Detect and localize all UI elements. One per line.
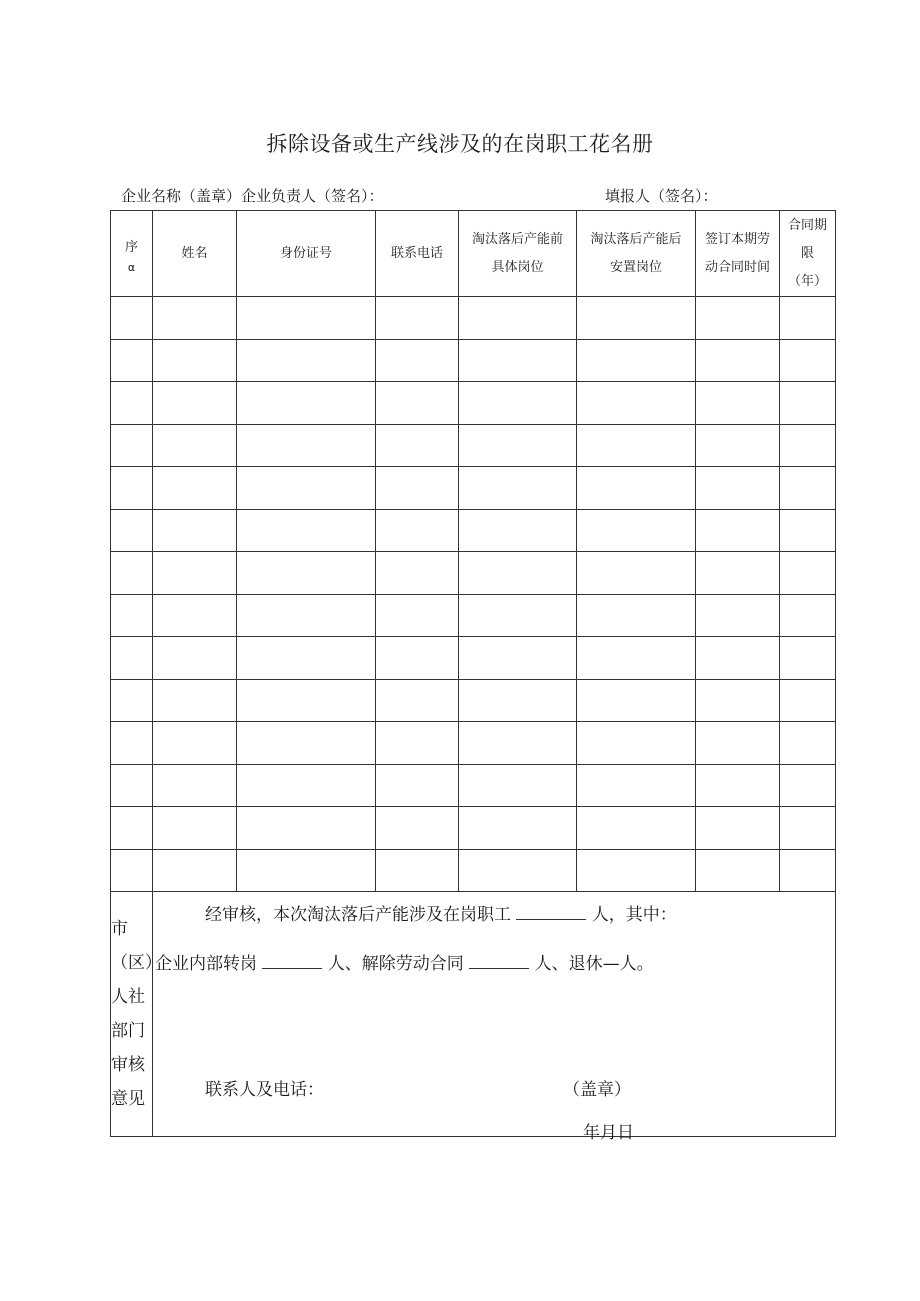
table-cell[interactable] xyxy=(153,424,237,467)
table-cell[interactable] xyxy=(459,552,577,595)
table-cell[interactable] xyxy=(577,467,696,510)
table-row xyxy=(111,637,836,680)
table-cell[interactable] xyxy=(237,722,376,765)
table-cell[interactable] xyxy=(459,807,577,850)
table-cell[interactable] xyxy=(153,594,237,637)
termination-count-field[interactable] xyxy=(469,952,529,969)
table-cell[interactable] xyxy=(376,764,459,807)
table-cell[interactable] xyxy=(376,594,459,637)
review-line-2: 企业内部转岗 人、解除劳动合同 人、退休—人。 xyxy=(155,954,654,974)
table-row xyxy=(111,382,836,425)
document-title: 拆除设备或生产线涉及的在岗职工花名册 xyxy=(266,132,654,156)
review-label: 市（区）人社 部门审核意见 xyxy=(111,892,153,1137)
table-cell[interactable] xyxy=(376,339,459,382)
header-seq: 序 α xyxy=(111,211,153,297)
table-row xyxy=(111,679,836,722)
table-cell[interactable] xyxy=(111,807,153,850)
table-cell[interactable] xyxy=(237,424,376,467)
table-cell[interactable] xyxy=(780,849,836,892)
table-row xyxy=(111,722,836,765)
table-cell[interactable] xyxy=(153,637,237,680)
header-name: 姓名 xyxy=(153,211,237,297)
table-cell[interactable] xyxy=(577,807,696,850)
table-row xyxy=(111,807,836,850)
table-cell[interactable] xyxy=(780,552,836,595)
table-cell[interactable] xyxy=(696,339,780,382)
table-cell[interactable] xyxy=(696,297,780,340)
seal-label: （盖章） xyxy=(563,1080,631,1100)
table-cell[interactable] xyxy=(780,382,836,425)
table-cell[interactable] xyxy=(111,339,153,382)
table-cell[interactable] xyxy=(237,764,376,807)
table-cell[interactable] xyxy=(577,764,696,807)
table-cell[interactable] xyxy=(237,297,376,340)
table-cell[interactable] xyxy=(780,722,836,765)
table-cell[interactable] xyxy=(577,509,696,552)
table-cell[interactable] xyxy=(111,552,153,595)
table-cell[interactable] xyxy=(237,807,376,850)
table-cell[interactable] xyxy=(577,297,696,340)
table-cell[interactable] xyxy=(237,637,376,680)
table-cell[interactable] xyxy=(376,467,459,510)
table-cell[interactable] xyxy=(459,679,577,722)
table-cell[interactable] xyxy=(237,679,376,722)
table-row xyxy=(111,339,836,382)
table-cell[interactable] xyxy=(577,594,696,637)
table-cell[interactable] xyxy=(459,339,577,382)
table-cell[interactable] xyxy=(696,467,780,510)
table-cell[interactable] xyxy=(153,467,237,510)
table-cell[interactable] xyxy=(577,424,696,467)
table-cell[interactable] xyxy=(696,849,780,892)
table-cell[interactable] xyxy=(696,424,780,467)
roster-table xyxy=(110,210,836,1143)
table-cell[interactable] xyxy=(577,679,696,722)
table-cell[interactable] xyxy=(696,594,780,637)
table-cell[interactable] xyxy=(111,509,153,552)
table-cell[interactable] xyxy=(111,849,153,892)
review-row xyxy=(111,892,836,1137)
table-cell[interactable] xyxy=(153,679,237,722)
table-cell[interactable] xyxy=(780,424,836,467)
table-row xyxy=(111,764,836,807)
table-cell[interactable] xyxy=(780,339,836,382)
table-cell[interactable] xyxy=(153,552,237,595)
table-cell[interactable] xyxy=(376,849,459,892)
table-cell[interactable] xyxy=(237,594,376,637)
header-id-number: 身份证号 xyxy=(237,211,376,297)
table-cell[interactable] xyxy=(111,764,153,807)
table-cell[interactable] xyxy=(577,849,696,892)
table-row xyxy=(111,297,836,340)
table-cell[interactable] xyxy=(111,382,153,425)
table-cell[interactable] xyxy=(459,382,577,425)
table-cell[interactable] xyxy=(376,382,459,425)
table-cell[interactable] xyxy=(780,637,836,680)
table-cell[interactable] xyxy=(237,467,376,510)
table-cell[interactable] xyxy=(696,764,780,807)
table-cell[interactable] xyxy=(153,382,237,425)
table-cell[interactable] xyxy=(111,297,153,340)
table-cell[interactable] xyxy=(696,552,780,595)
table-cell[interactable] xyxy=(153,849,237,892)
table-cell[interactable] xyxy=(376,807,459,850)
table-cell[interactable] xyxy=(780,807,836,850)
table-cell[interactable] xyxy=(577,722,696,765)
table-cell[interactable] xyxy=(459,297,577,340)
transfer-count-field[interactable] xyxy=(262,952,322,969)
table-cell[interactable] xyxy=(780,467,836,510)
table-cell[interactable] xyxy=(780,764,836,807)
table-cell[interactable] xyxy=(237,339,376,382)
table-cell[interactable] xyxy=(237,509,376,552)
filler-signature-line: 填报人（签名）： xyxy=(605,187,718,205)
table-cell[interactable] xyxy=(459,467,577,510)
header-row xyxy=(111,211,836,297)
table-cell[interactable] xyxy=(459,424,577,467)
table-cell[interactable] xyxy=(577,552,696,595)
table-cell[interactable] xyxy=(696,509,780,552)
table-cell[interactable] xyxy=(237,552,376,595)
table-cell[interactable] xyxy=(577,382,696,425)
table-cell[interactable] xyxy=(577,637,696,680)
table-cell[interactable] xyxy=(111,637,153,680)
table-cell[interactable] xyxy=(111,594,153,637)
table-cell[interactable] xyxy=(376,509,459,552)
table-row xyxy=(111,467,836,510)
date-label: 年月日 xyxy=(583,1123,634,1143)
table-cell[interactable] xyxy=(111,424,153,467)
table-cell[interactable] xyxy=(111,467,153,510)
table-cell[interactable] xyxy=(376,679,459,722)
table-cell[interactable] xyxy=(780,509,836,552)
table-cell[interactable] xyxy=(153,764,237,807)
table-cell[interactable] xyxy=(153,807,237,850)
table-row xyxy=(111,849,836,892)
contact-label: 联系人及电话： xyxy=(205,1080,324,1100)
table-cell[interactable] xyxy=(459,637,577,680)
table-cell[interactable] xyxy=(780,679,836,722)
table-cell[interactable] xyxy=(696,637,780,680)
table-row xyxy=(111,552,836,595)
review-opinion xyxy=(153,892,836,1143)
table-cell[interactable] xyxy=(459,849,577,892)
table-cell[interactable] xyxy=(153,722,237,765)
table-cell[interactable] xyxy=(376,424,459,467)
table-cell[interactable] xyxy=(153,297,237,340)
table-row xyxy=(111,509,836,552)
table-cell[interactable] xyxy=(153,339,237,382)
table-row xyxy=(111,424,836,467)
enterprise-info-line: 企业名称（盖章）企业负责人（签名）： xyxy=(121,187,384,205)
table-cell[interactable] xyxy=(376,637,459,680)
header-pre-position: 淘汰落后产能前 具体岗位 xyxy=(459,211,577,297)
header-post-position: 淘汰落后产能后 安置岗位 xyxy=(577,211,696,297)
table-row xyxy=(111,594,836,637)
table-cell[interactable] xyxy=(780,594,836,637)
table-cell[interactable] xyxy=(459,764,577,807)
table-cell[interactable] xyxy=(376,722,459,765)
table-cell[interactable] xyxy=(696,679,780,722)
table-cell[interactable] xyxy=(111,679,153,722)
table-cell[interactable] xyxy=(459,509,577,552)
table-cell[interactable] xyxy=(459,722,577,765)
table-cell[interactable] xyxy=(237,849,376,892)
table-cell[interactable] xyxy=(459,594,577,637)
table-cell[interactable] xyxy=(577,339,696,382)
table-cell[interactable] xyxy=(696,382,780,425)
table-cell[interactable] xyxy=(237,382,376,425)
header-contract-term: 合同期 限 （年） xyxy=(780,211,836,297)
header-contract-time: 签订本期劳 动合同时间 xyxy=(696,211,780,297)
table-cell[interactable] xyxy=(696,722,780,765)
table-cell[interactable] xyxy=(153,509,237,552)
review-line-1: 经审核，本次淘汰落后产能涉及在岗职工 人，其中： xyxy=(205,905,677,925)
table-cell[interactable] xyxy=(780,297,836,340)
roster-rows xyxy=(111,297,836,892)
table-cell[interactable] xyxy=(696,807,780,850)
header-phone: 联系电话 xyxy=(376,211,459,297)
table-cell[interactable] xyxy=(111,722,153,765)
table-cell[interactable] xyxy=(376,297,459,340)
table-cell[interactable] xyxy=(376,552,459,595)
total-count-field[interactable] xyxy=(516,903,586,920)
